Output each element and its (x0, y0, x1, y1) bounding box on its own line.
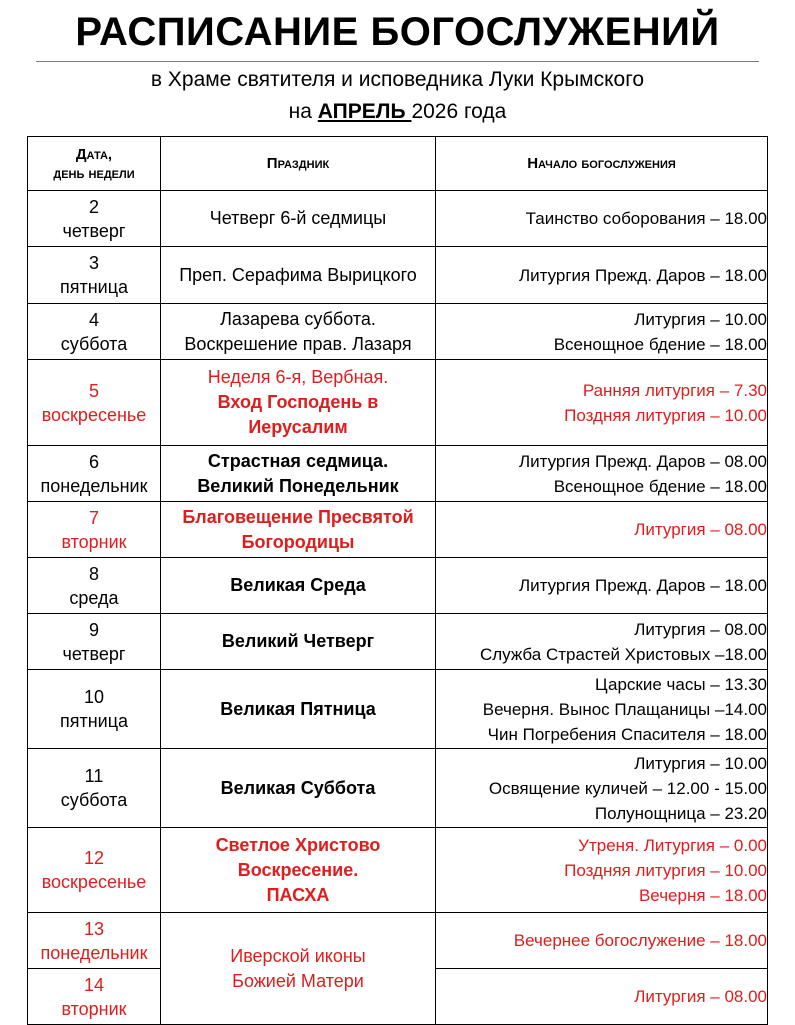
feast-cell (161, 828, 436, 913)
feast-line: Великий Четверг (221, 631, 375, 651)
date-cell (28, 502, 161, 558)
weekday: четверг (62, 643, 126, 664)
feast-line: Иерусалим (248, 417, 348, 437)
weekday: воскресенье (41, 872, 147, 892)
day-number: 4 (88, 309, 99, 330)
service-cell (436, 614, 768, 670)
feast-line: Воскресение. (237, 859, 359, 880)
weekday: суббота (60, 790, 128, 810)
feast-line: Благовещение Пресвятой (182, 506, 414, 527)
schedule-table (27, 136, 768, 1025)
feast-line: Богородицы (241, 531, 355, 552)
column-header-service: Начало богослужения (436, 137, 768, 191)
service-line: Служба Страстей Христовых –18.00 (479, 644, 767, 664)
day-number: 12 (83, 848, 105, 868)
service-cell (436, 670, 768, 749)
service-line: Литургия – 10.00 (634, 753, 767, 773)
date-cell (28, 614, 161, 670)
date-cell (28, 749, 161, 828)
date-cell (28, 913, 161, 969)
feast-line: Светлое Христово (215, 834, 381, 855)
weekday: понедельник (40, 942, 148, 963)
weekday: вторник (61, 998, 127, 1019)
service-line: Литургия – 08.00 (634, 987, 767, 1006)
day-number: 9 (88, 619, 99, 640)
service-cell (436, 247, 768, 304)
feast-line: Великая Пятница (220, 698, 376, 719)
day-number: 5 (88, 380, 99, 401)
table-row (28, 446, 768, 502)
service-line: Царские часы – 13.30 (595, 674, 767, 694)
table-row (28, 614, 768, 670)
table-row (28, 913, 768, 969)
feast-cell (161, 502, 436, 558)
service-cell (436, 446, 768, 502)
feast-cell (161, 913, 436, 1025)
day-number: 8 (88, 563, 99, 584)
service-line: Литургия – 08.00 (634, 619, 767, 639)
month-name: АПРЕЛЬ (317, 100, 412, 123)
table-row (28, 502, 768, 558)
column-header-feast: Праздник (161, 137, 436, 191)
table-row (28, 670, 768, 749)
service-cell (436, 913, 768, 969)
weekday: пятница (59, 277, 129, 297)
service-line: Таинство соборования – 18.00 (525, 209, 767, 228)
date-cell (28, 558, 161, 614)
service-line: Поздняя литургия – 10.00 (564, 405, 767, 425)
feast-cell (161, 614, 436, 670)
feast-line: Лазарева суббота. (220, 308, 376, 329)
feast-line: Вход Господень в (217, 392, 379, 412)
service-line: Поздняя литургия – 10.00 (564, 860, 767, 880)
weekday: воскресенье (41, 404, 147, 425)
table-row (28, 749, 768, 828)
feast-line: ПАСХА (266, 884, 330, 905)
service-line: Вечерня – 18.00 (638, 885, 767, 905)
service-cell (436, 502, 768, 558)
service-line: Утреня. Литургия – 0.00 (578, 835, 767, 855)
day-number: 3 (88, 253, 99, 273)
day-number: 13 (83, 918, 105, 939)
service-line: Всенощное бдение – 18.00 (553, 334, 767, 354)
day-number: 6 (88, 451, 99, 472)
table-header-row (28, 137, 768, 191)
date-cell (28, 828, 161, 913)
day-number: 11 (84, 766, 104, 786)
service-cell (436, 558, 768, 614)
date-cell (28, 360, 161, 446)
church-subtitle: в Храме святителя и исповедника Луки Крымского (150, 68, 645, 91)
feast-cell (161, 360, 436, 446)
feast-cell (161, 247, 436, 304)
column-header-date-line2: день недели (53, 164, 135, 182)
date-cell (28, 670, 161, 749)
service-cell (436, 969, 768, 1025)
feast-line: Преп. Серафима Вырицкого (179, 264, 417, 285)
table-row (28, 558, 768, 614)
day-number: 10 (83, 687, 105, 707)
service-line: Литургия – 10.00 (634, 309, 767, 329)
feast-cell (161, 670, 436, 749)
service-line: Литургия Прежд. Даров – 18.00 (518, 576, 767, 595)
date-cell (28, 304, 161, 360)
service-cell (436, 360, 768, 446)
feast-cell (161, 749, 436, 828)
service-line: Литургия Прежд. Даров – 08.00 (518, 451, 767, 471)
feast-line: Великий Понедельник (197, 475, 399, 496)
weekday: пятница (59, 711, 129, 731)
service-cell (436, 304, 768, 360)
feast-line: Четверг 6-й седмицы (209, 208, 387, 228)
service-line: Вечерня. Вынос Плащаницы –14.00 (482, 699, 767, 719)
day-number: 2 (88, 196, 99, 217)
feast-cell (161, 191, 436, 247)
table-row (28, 247, 768, 304)
table-row (28, 360, 768, 446)
column-header-date (28, 137, 161, 191)
service-line: Ранняя литургия – 7.30 (582, 380, 767, 400)
service-line: Литургия – 08.00 (634, 520, 767, 539)
weekday: суббота (60, 333, 128, 354)
date-cell (28, 247, 161, 304)
feast-cell (161, 304, 436, 360)
service-line: Освящение куличей – 12.00 - 15.00 (488, 778, 767, 798)
table-row (28, 191, 768, 247)
month-suffix: 2026 года (411, 100, 507, 123)
service-cell (436, 749, 768, 828)
column-header-date-line1: Дата, (75, 145, 113, 163)
title-divider (36, 61, 759, 62)
service-line: Полунощница – 23.20 (594, 803, 767, 823)
day-number: 14 (83, 974, 105, 995)
service-line: Вечернее богослужение – 18.00 (513, 931, 767, 950)
weekday: четверг (62, 220, 126, 241)
date-cell (28, 446, 161, 502)
page-title: РАСПИСАНИЕ БОГОСЛУЖЕНИЙ (75, 10, 720, 54)
feast-line: Страстная седмица. (207, 450, 389, 471)
feast-line: Божией Матери (232, 970, 364, 991)
feast-cell (161, 446, 436, 502)
day-number: 7 (88, 507, 99, 528)
feast-line: Великая Суббота (220, 777, 376, 798)
date-cell (28, 969, 161, 1025)
service-line: Всенощное бдение – 18.00 (553, 476, 767, 496)
service-cell (436, 191, 768, 247)
table-row (28, 828, 768, 913)
service-cell (436, 828, 768, 913)
month-line (0, 99, 795, 125)
weekday: вторник (61, 531, 127, 552)
weekday: среда (69, 587, 119, 608)
feast-line: Иверской иконы (230, 945, 366, 966)
feast-line: Великая Среда (230, 575, 366, 595)
table-row (28, 304, 768, 360)
feast-line: Неделя 6-я, Вербная. (207, 367, 389, 387)
month-prefix: на (288, 100, 318, 123)
feast-line: Воскрешение прав. Лазаря (184, 333, 412, 354)
date-cell (28, 191, 161, 247)
feast-cell (161, 558, 436, 614)
weekday: понедельник (40, 475, 148, 496)
service-line: Литургия Прежд. Даров – 18.00 (518, 265, 767, 285)
service-line: Чин Погребения Спасителя – 18.00 (487, 724, 767, 744)
